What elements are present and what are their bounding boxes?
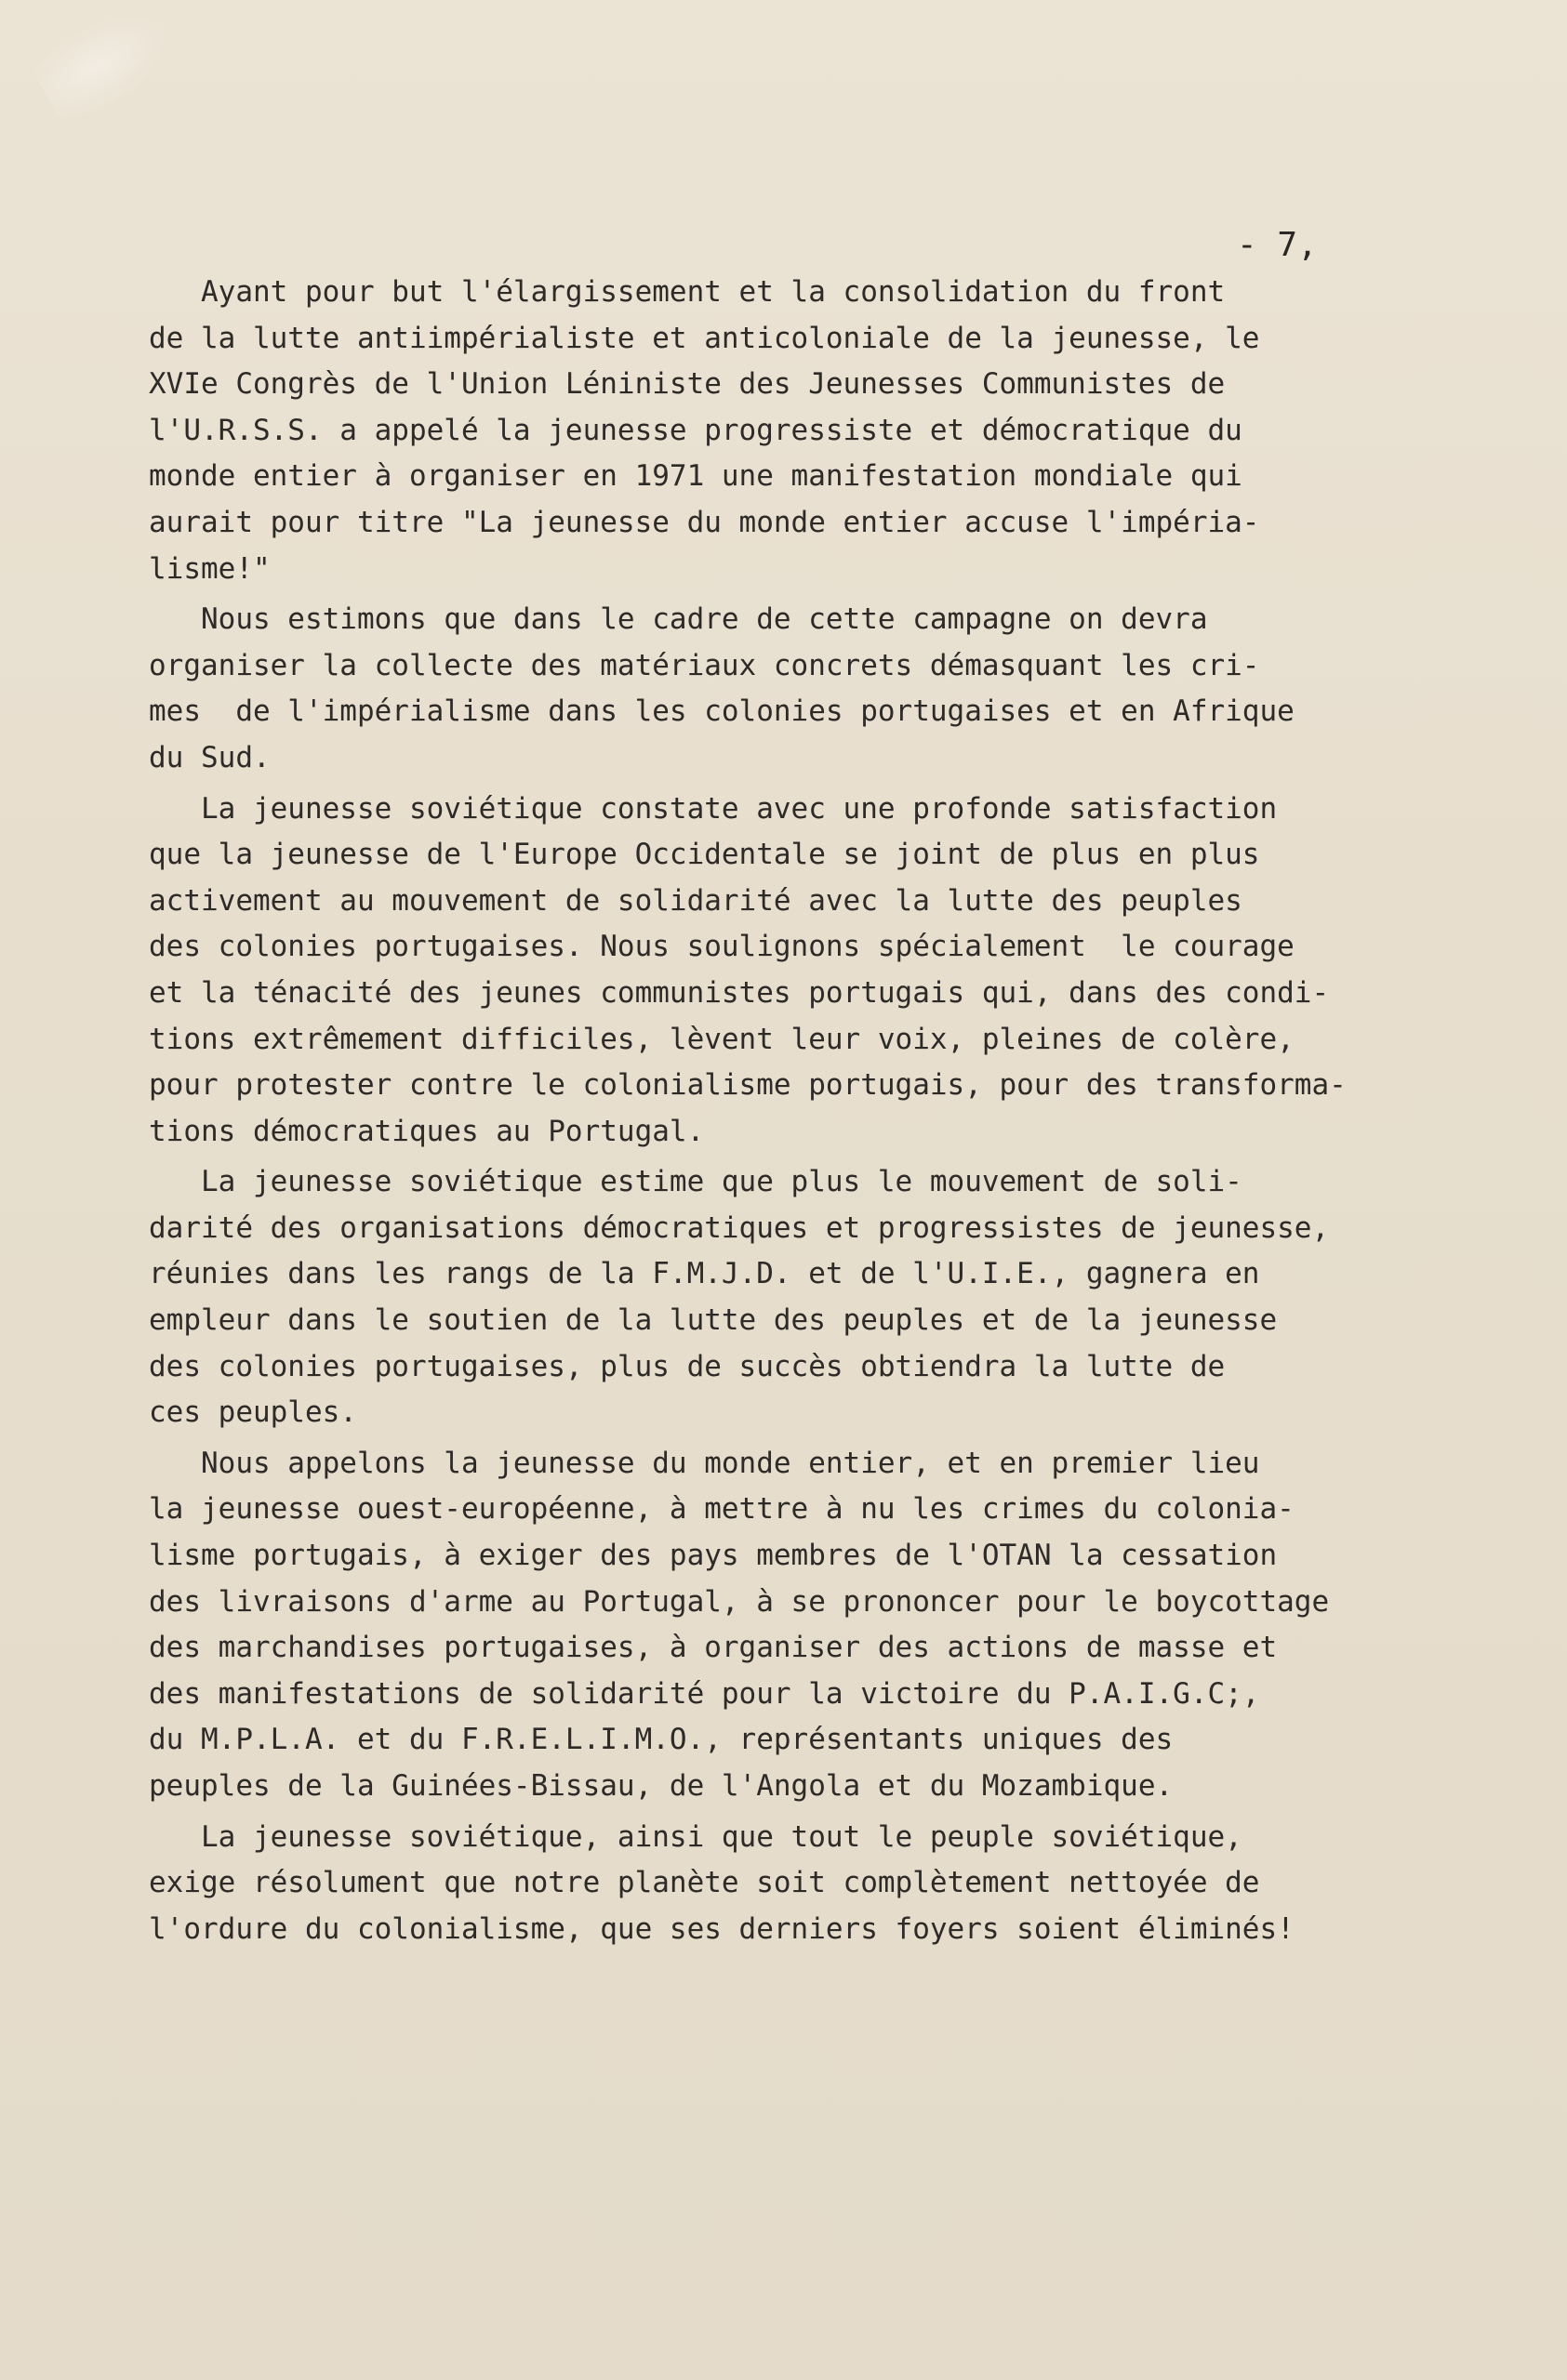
text-line: exige résolument que notre planète soit complètement nettoyée de [149,1866,1260,1900]
text-line: l'ordure du colonialisme, que ses derniers foyers soient éliminés! [149,1911,1295,1946]
paragraph [149,1159,1488,1436]
text-line: tions démocratiques au Portugal. [149,1114,705,1148]
text-line: La jeunesse soviétique constate avec une profonde satisfaction [149,791,1278,826]
text-line: pour protester contre le colonialisme portugais, pour des transforma- [149,1068,1347,1103]
body-text [149,270,1488,1952]
text-line: organiser la collecte des matériaux concrets démasquant les cri- [149,648,1260,682]
text-line: darité des organisations démocratiques et progressistes de jeunesse, [149,1210,1330,1245]
text-line: ces peuples. [149,1395,357,1430]
paragraph [149,1441,1488,1810]
text-line: des colonies portugaises, plus de succès obtiendra la lutte de [149,1349,1226,1383]
text-line: Ayant pour but l'élargissement et la consolidation du front [149,275,1226,309]
text-line: aurait pour titre "La jeunesse du monde entier accuse l'impéria- [149,505,1260,539]
text-line: réunies dans les rangs de la F.M.J.D. et de l'U.I.E., gagnera en [149,1257,1260,1291]
text-line: mes de l'impérialisme dans les colonies portugaises et en Afrique [149,694,1295,729]
text-line: du M.P.L.A. et du F.R.E.L.I.M.O., représentants uniques des [149,1723,1174,1757]
text-line: empleur dans le soutien de la lutte des peuples et de la jeunesse [149,1303,1278,1338]
text-line: peuples de la Guinées-Bissau, de l'Angola et du Mozambique. [149,1769,1174,1803]
text-line: activement au mouvement de solidarité avec la lutte des peuples [149,883,1242,918]
text-line: lisme!" [149,551,271,586]
text-line: des livraisons d'arme au Portugal, à se prononcer pour le boycottage [149,1584,1330,1619]
text-line: des marchandises portugaises, à organiser des actions de masse et [149,1631,1278,1665]
text-line: des colonies portugaises. Nous soulignons spécialement le courage [149,930,1295,964]
text-line: La jeunesse soviétique, ainsi que tout le peuple soviétique, [149,1819,1242,1854]
paragraph [149,270,1488,592]
text-line: l'U.R.S.S. a appelé la jeunesse progressiste et démocratique du [149,413,1242,447]
paragraph [149,787,1488,1156]
text-line: que la jeunesse de l'Europe Occidentale se joint de plus en plus [149,838,1260,872]
text-line: La jeunesse soviétique estime que plus le mouvement de soli- [149,1165,1242,1199]
text-line: de la lutte antiimpérialiste et anticoloniale de la jeunesse, le [149,321,1260,355]
text-line: des manifestations de solidarité pour la victoire du P.A.I.G.C;, [149,1676,1260,1711]
page-number: - 7, [1237,226,1318,264]
text-line: du Sud. [149,740,271,774]
text-line: et la ténacité des jeunes communistes portugais qui, dans des condi- [149,975,1330,1010]
text-line: monde entier à organiser en 1971 une manifestation mondiale qui [149,459,1242,494]
text-line: Nous appelons la jeunesse du monde entier, et en premier lieu [149,1446,1260,1480]
text-line: Nous estimons que dans le cadre de cette campagne on devra [149,602,1208,637]
paragraph [149,597,1488,781]
text-line: XVIe Congrès de l'Union Léniniste des Jeunesses Communistes de [149,367,1226,402]
text-line: lisme portugais, à exiger des pays membres de l'OTAN la cessation [149,1539,1278,1573]
text-line: la jeunesse ouest-européenne, à mettre à nu les crimes du colonia- [149,1492,1295,1527]
text-line: tions extrêmement difficiles, lèvent leur voix, pleines de colère, [149,1022,1295,1056]
paper-crease-mark [26,0,189,131]
paragraph [149,1815,1488,1953]
